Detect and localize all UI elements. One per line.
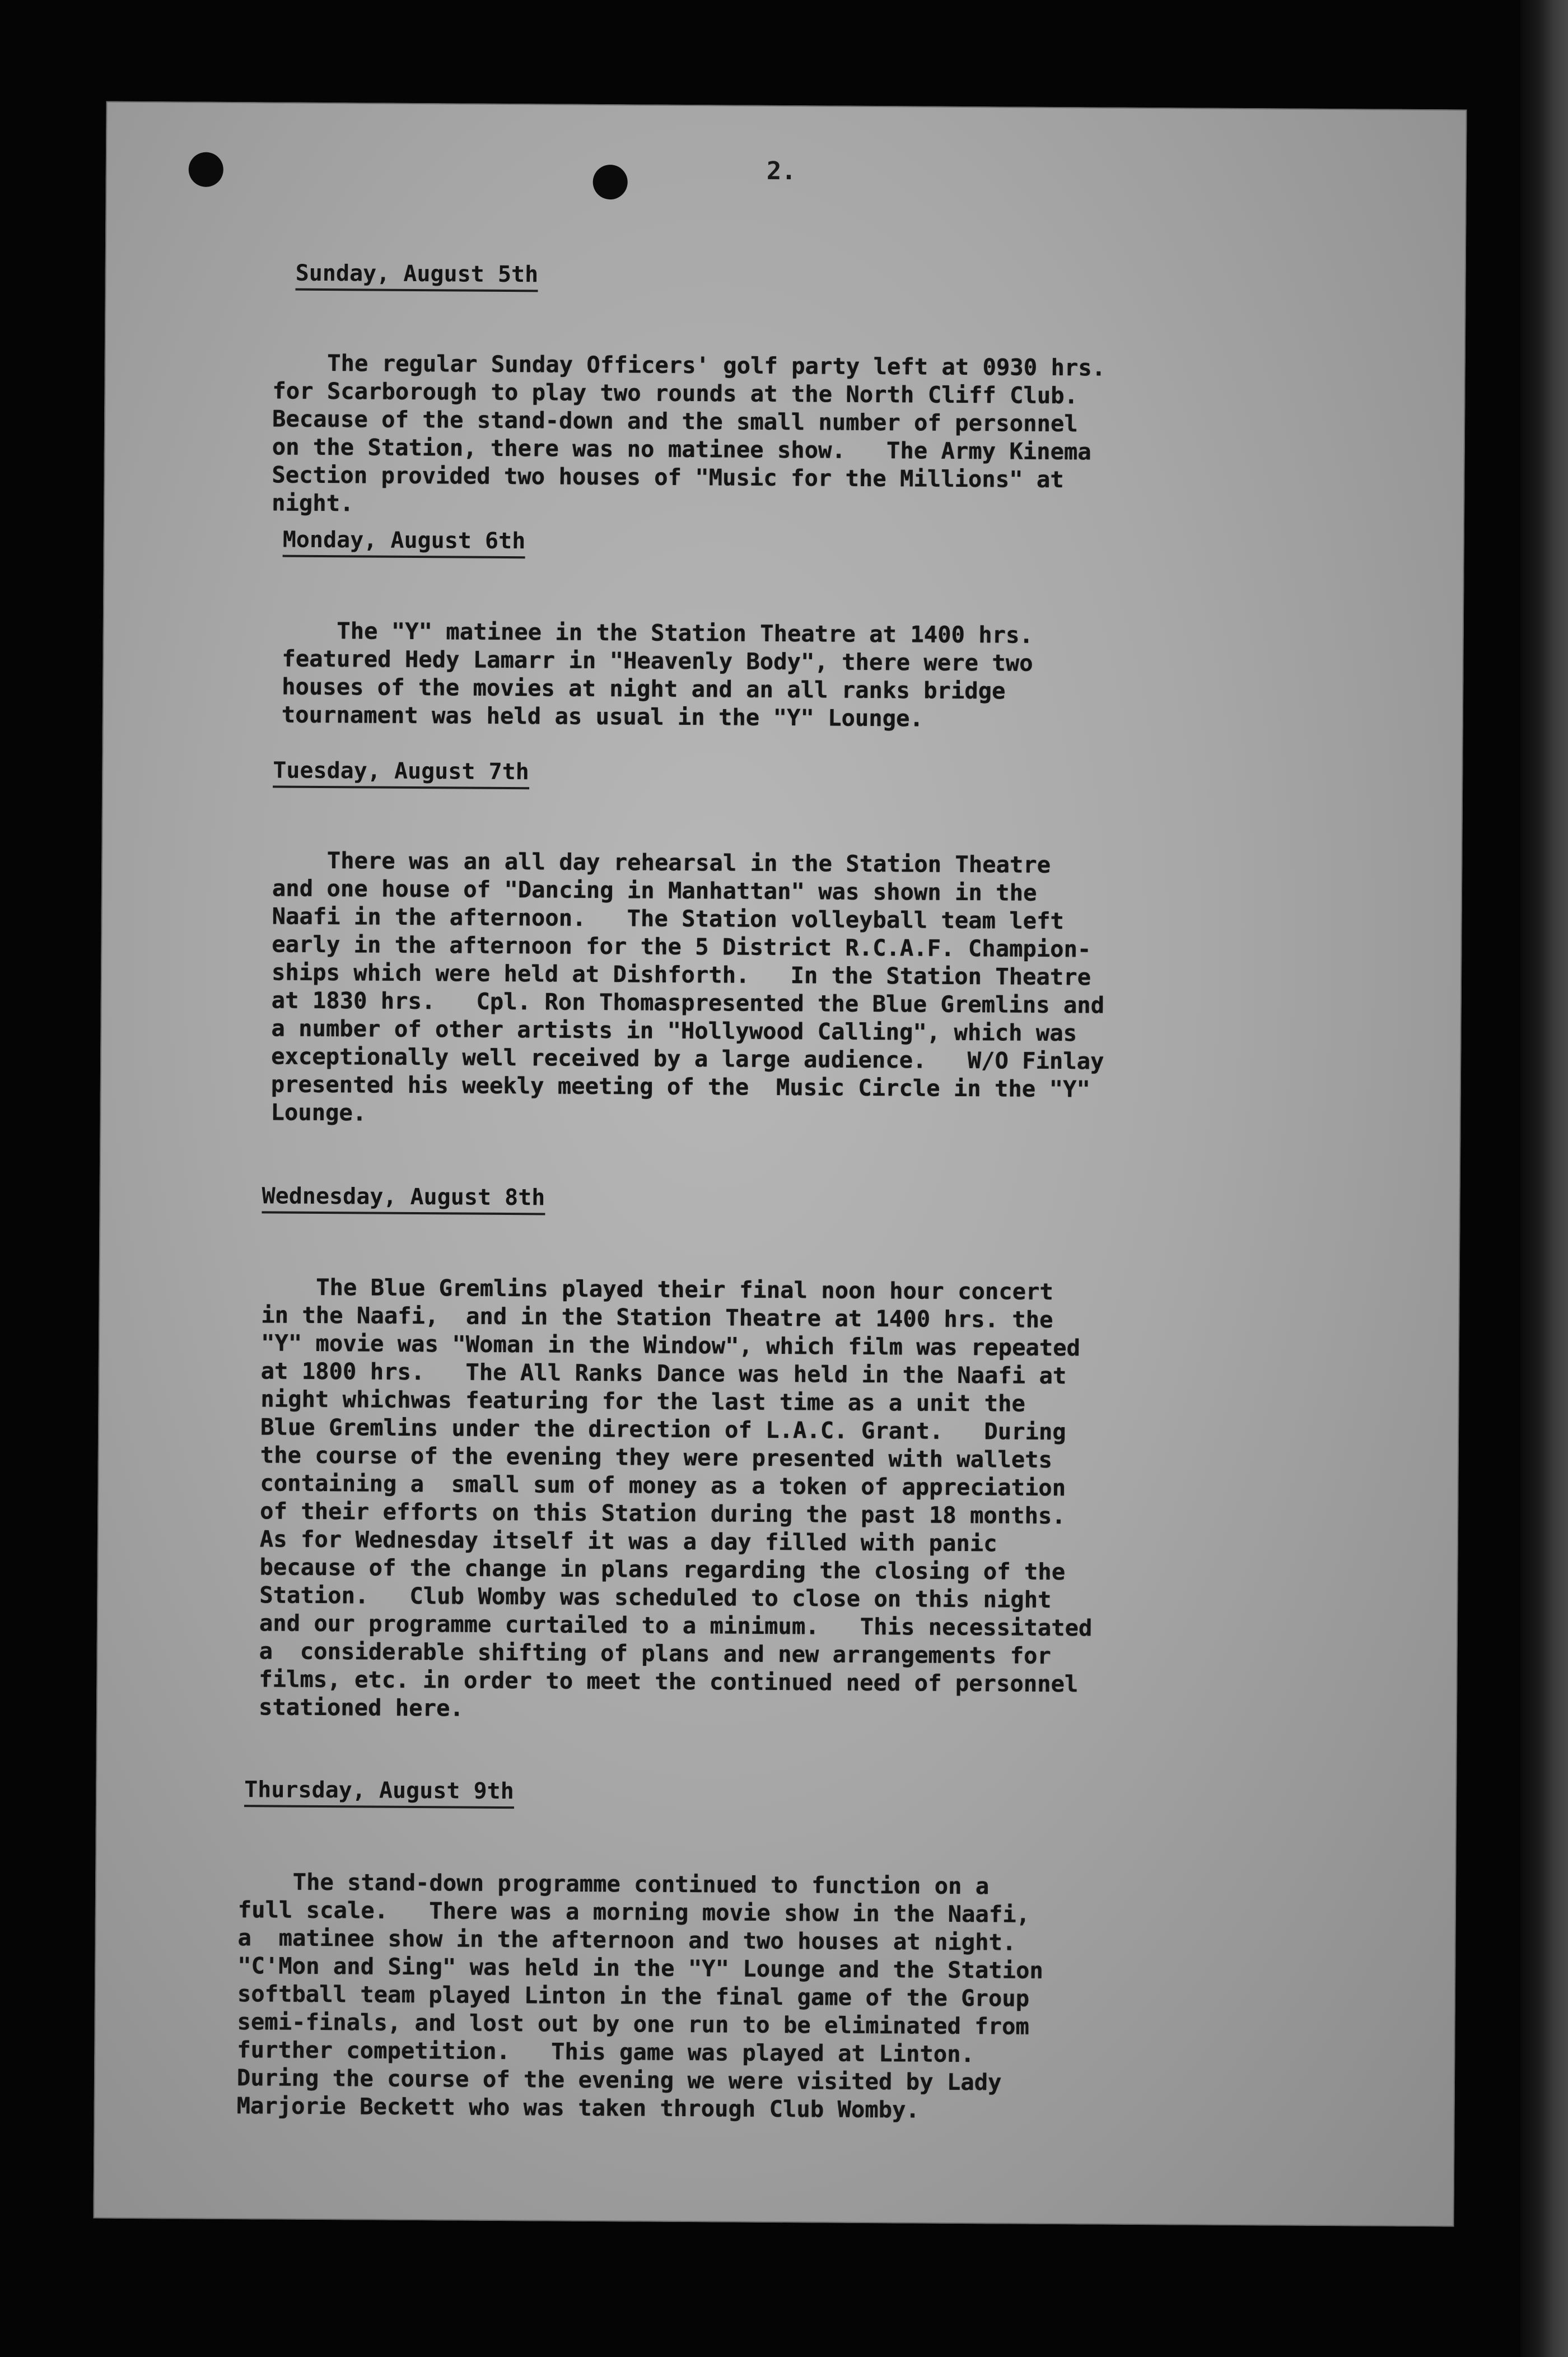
text-line: Naafi in the afternoon. The Station volleyball team left — [272, 902, 1065, 935]
text-line: stationed here. — [258, 1693, 464, 1722]
text-line: early in the afternoon for the 5 District R.C.A.F. Champion- — [272, 930, 1091, 963]
text-line: presented his weekly meeting of the Music Circle in the "Y" — [270, 1070, 1090, 1103]
text-line: a matinee show in the afternoon and two houses at night. — [237, 1924, 1016, 1956]
film-edge — [1520, 0, 1568, 2357]
entry-heading: Tuesday, August 7th — [273, 757, 529, 789]
text-line: and our programme curtailed to a minimum. This necessitated — [259, 1609, 1093, 1642]
text-line: at 1800 hrs. The All Ranks Dance was held in the Naafi at — [260, 1357, 1067, 1390]
punch-hole — [189, 152, 223, 187]
text-line: exceptionally well received by a large audience. W/O Finlay — [271, 1042, 1104, 1075]
text-line: Blue Gremlins under the direction of L.A.C. Grant. During — [260, 1413, 1066, 1446]
text-line: As for Wednesday itself it was a day filled with panic — [259, 1525, 997, 1557]
text-line: "C'Mon and Sing" was held in the "Y" Lounge and the Station — [237, 1952, 1043, 1984]
text-line: further competition. This game was played at Linton. — [237, 2036, 975, 2068]
text-line: because of the change in plans regarding the closing of the — [259, 1553, 1066, 1586]
entry-heading: Sunday, August 5th — [296, 260, 539, 292]
text-line: a considerable shifting of plans and new arrangements for — [259, 1637, 1052, 1669]
text-line: The Blue Gremlins played their final noon hour concert — [261, 1273, 1053, 1305]
text-line: Lounge. — [270, 1098, 367, 1126]
text-line: featured Hedy Lamarr in "Heavenly Body", there were two — [282, 645, 1033, 677]
text-line: During the course of the evening we were visited by Lady — [236, 2064, 1002, 2096]
text-line: full scale. There was a morning movie show in the Naafi, — [237, 1896, 1030, 1928]
entry-heading: Wednesday, August 8th — [262, 1183, 545, 1215]
text-line: The "Y" matinee in the Station Theatre at 1400 hrs. — [282, 617, 1034, 649]
text-line: films, etc. in order to meet the continued need of personnel — [259, 1665, 1079, 1698]
text-line: at 1830 hrs. Cpl. Ron Thomaspresented the Blue Gremlins and — [271, 986, 1105, 1019]
text-line: and one house of "Dancing in Manhattan" was shown in the — [272, 874, 1037, 906]
text-line: the course of the evening they were presented with wallets — [260, 1441, 1053, 1473]
entry-body — [236, 1839, 1044, 2181]
text-line: night. — [272, 489, 354, 517]
document-page — [93, 101, 1467, 2227]
text-line: Marjorie Beckett who was taken through Club Womby. — [236, 2092, 920, 2123]
text-line: Station. Club Womby was scheduled to close on this night — [259, 1581, 1052, 1613]
text-line: houses of the movies at night and an all ranks bridge — [282, 673, 1006, 705]
text-line: night whichwas featuring for the last time as a unit the — [260, 1385, 1025, 1417]
text-line: The stand-down programme continued to function on a — [238, 1868, 990, 1900]
text-line: containing a small sum of money as a token of appreciation — [260, 1469, 1066, 1502]
text-line: Because of the stand-down and the small number of personnel — [272, 405, 1078, 437]
entry-heading: Monday, August 6th — [283, 527, 526, 559]
text-line: a number of other artists in "Hollywood Calling", which was — [271, 1014, 1077, 1047]
page-number: 2. — [766, 156, 796, 186]
entry-heading: Thursday, August 9th — [244, 1777, 514, 1809]
entry-body — [258, 1245, 1094, 1782]
text-line: Section provided two houses of "Music for the Millions" at — [272, 461, 1064, 493]
text-line: for Scarborough to play two rounds at the North Cliff Club. — [272, 377, 1079, 409]
text-line: softball team played Linton in the final game of the Group — [237, 1980, 1030, 2012]
text-line: tournament was held as usual in the "Y" Lounge. — [281, 701, 924, 732]
text-line: The regular Sunday Officers' golf party left at 0930 hrs. — [272, 349, 1106, 381]
text-line: of their efforts on this Station during the past 18 months. — [260, 1497, 1066, 1530]
text-line: on the Station, there was no matinee show. The Army Kinema — [272, 433, 1091, 465]
text-line: semi-finals, and lost out by one run to be eliminated from — [237, 2008, 1029, 2040]
text-line: in the Naafi, and in the Station Theatre at 1400 hrs. the — [261, 1301, 1053, 1333]
text-line: "Y" movie was "Woman in the Window", which film was repeated — [260, 1329, 1081, 1362]
text-line: There was an all day rehearsal in the Station Theatre — [272, 846, 1051, 878]
entry-body — [270, 818, 1105, 1187]
punch-hole — [593, 165, 628, 199]
text-line: ships which were held at Dishforth. In the Station Theatre — [271, 958, 1091, 991]
